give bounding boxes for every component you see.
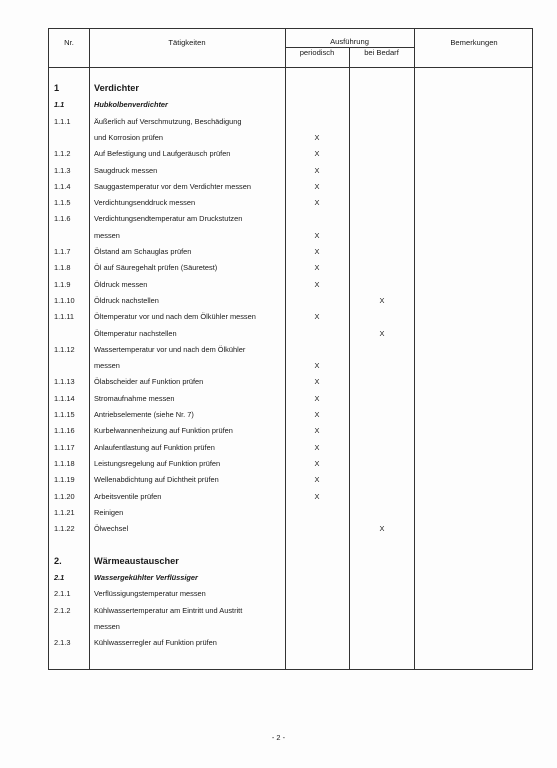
- row-number: 1.1.13: [54, 377, 75, 387]
- table-row: [49, 195, 534, 211]
- row-number: 1.1.6: [54, 214, 71, 224]
- row-number: 1.1: [54, 100, 65, 110]
- row-periodisch-mark: X: [314, 458, 320, 468]
- table-row: [49, 211, 534, 227]
- table-row: [49, 244, 534, 260]
- row-number: 1.1.20: [54, 491, 75, 501]
- row-number: 1.1.17: [54, 442, 75, 452]
- table-row: [49, 407, 534, 423]
- row-periodisch-mark: X: [314, 312, 320, 322]
- row-task: Wärmeaustauscher: [94, 555, 179, 566]
- table-row: [49, 619, 534, 635]
- row-task: Öldruck nachstellen: [94, 295, 159, 305]
- row-task: Saugdruck messen: [94, 165, 158, 175]
- header-nr: Nr.: [64, 38, 74, 47]
- header-taetigkeiten: Tätigkeiten: [168, 38, 206, 47]
- header-divider: [49, 67, 532, 68]
- maintenance-table: [48, 28, 533, 670]
- row-task: Reinigen: [94, 507, 124, 517]
- table-row: [49, 114, 534, 130]
- row-task: Wellenabdichtung auf Dichtheit prüfen: [94, 475, 219, 485]
- table-row: [49, 374, 534, 390]
- row-number: 1.1.19: [54, 475, 75, 485]
- row-bei-bedarf-mark: X: [379, 524, 385, 534]
- row-number: 1.1.3: [54, 165, 71, 175]
- row-number: 1.1.14: [54, 393, 75, 403]
- row-bei-bedarf-mark: X: [379, 328, 385, 338]
- page-number: - 2 -: [271, 733, 286, 742]
- row-periodisch-mark: X: [314, 410, 320, 419]
- row-periodisch-mark: X: [314, 198, 320, 208]
- row-periodisch-mark: X: [314, 247, 320, 256]
- table-row: [49, 472, 534, 488]
- row-periodisch-mark: X: [314, 377, 320, 387]
- row-task: Antriebselemente (siehe Nr. 7): [94, 410, 194, 419]
- row-periodisch-mark: X: [314, 475, 320, 485]
- table-row: [49, 391, 534, 407]
- row-task: Ölstand am Schauglas prüfen: [94, 247, 192, 256]
- table-row: [49, 260, 534, 276]
- table-row: [49, 179, 534, 195]
- row-number: 2.1.3: [54, 638, 71, 648]
- row-task: Öltemperatur nachstellen: [94, 328, 177, 338]
- row-periodisch-mark: X: [314, 393, 320, 403]
- table-row: [49, 146, 534, 162]
- row-number: 2.1.2: [54, 605, 71, 615]
- table-row: [49, 358, 534, 374]
- row-periodisch-mark: X: [314, 491, 320, 501]
- row-task: Verdichtungsenddruck messen: [94, 198, 196, 208]
- row-number: 1.1.16: [54, 426, 75, 436]
- row-task: messen: [94, 230, 120, 240]
- row-periodisch-mark: X: [314, 263, 320, 273]
- table-row: [49, 228, 534, 244]
- row-task: Sauggastemperatur vor dem Verdichter messen: [94, 181, 251, 191]
- row-periodisch-mark: X: [314, 165, 320, 175]
- row-bei-bedarf-mark: X: [379, 295, 385, 305]
- row-number: 1.1.9: [54, 279, 71, 289]
- row-number: 1.1.21: [54, 507, 75, 517]
- row-task: Wassergekühlter Verflüssiger: [94, 573, 198, 582]
- row-periodisch-mark: X: [314, 132, 320, 142]
- row-task: Ölabscheider auf Funktion prüfen: [94, 377, 204, 387]
- table-row: [49, 163, 534, 179]
- row-task: Öl auf Säuregehalt prüfen (Säuretest): [94, 263, 218, 273]
- row-periodisch-mark: X: [314, 426, 320, 436]
- row-number: 1.1.22: [54, 524, 75, 534]
- row-periodisch-mark: X: [314, 442, 320, 452]
- table-row: [49, 342, 534, 358]
- table-row: [49, 603, 534, 619]
- table-row: [49, 521, 534, 537]
- row-number: 2.1: [54, 573, 65, 582]
- table-row: [49, 635, 534, 651]
- row-task: Kühlwasserregler auf Funktion prüfen: [94, 638, 217, 648]
- row-task: messen: [94, 621, 120, 631]
- row-number: 1.1.5: [54, 198, 71, 208]
- row-task: Öldruck messen: [94, 279, 148, 289]
- row-number: 1.1.1: [54, 116, 71, 126]
- row-task: Kurbelwannenheizung auf Funktion prüfen: [94, 426, 233, 436]
- row-periodisch-mark: X: [314, 361, 320, 371]
- row-periodisch-mark: X: [314, 181, 320, 191]
- table-row: [49, 537, 534, 553]
- header-periodisch: periodisch: [299, 48, 335, 57]
- row-number: 1.1.7: [54, 247, 71, 256]
- table-row: [49, 456, 534, 472]
- header-bei-bedarf: bei Bedarf: [364, 48, 399, 57]
- section-row: [49, 554, 534, 570]
- subsection-row: [49, 97, 534, 113]
- table-row: [49, 489, 534, 505]
- row-task: Öltemperatur vor und nach dem Ölkühler messen: [94, 312, 256, 322]
- row-task: Arbeitsventile prüfen: [94, 491, 162, 501]
- row-task: Anlaufentlastung auf Funktion prüfen: [94, 442, 215, 452]
- table-row: [49, 130, 534, 146]
- row-number: 1: [54, 83, 60, 93]
- row-number: 1.1.4: [54, 181, 71, 191]
- row-number: 1.1.8: [54, 263, 71, 273]
- table-row: [49, 505, 534, 521]
- row-number: 1.1.10: [54, 295, 75, 305]
- row-number: 1.1.18: [54, 458, 75, 468]
- row-task: Wassertemperatur vor und nach dem Ölkühler: [94, 344, 246, 354]
- row-task: Verdichtungsendtemperatur am Druckstutzen: [94, 214, 243, 224]
- row-periodisch-mark: X: [314, 279, 320, 289]
- row-task: Verflüssigungstemperatur messen: [94, 589, 206, 599]
- row-number: 2.1.1: [54, 589, 71, 599]
- row-task: Kühlwassertemperatur am Eintritt und Austritt: [94, 605, 243, 615]
- row-periodisch-mark: X: [314, 230, 320, 240]
- table-row: [49, 277, 534, 293]
- row-task: Stromaufnahme messen: [94, 393, 175, 403]
- section-row: [49, 81, 534, 97]
- header-ausfuehrung: Ausführung: [330, 37, 369, 46]
- row-task: und Korrosion prüfen: [94, 132, 164, 142]
- table-row: [49, 586, 534, 602]
- row-number: 1.1.2: [54, 149, 71, 159]
- row-task: Äußerlich auf Verschmutzung, Beschädigung: [94, 116, 242, 126]
- header-bemerkungen: Bemerkungen: [450, 38, 498, 47]
- row-task: Ölwechsel: [94, 524, 129, 534]
- table-row: [49, 326, 534, 342]
- row-task: Auf Befestigung und Laufgeräusch prüfen: [94, 149, 231, 159]
- row-number: 2.: [54, 555, 62, 566]
- table-row: [49, 309, 534, 325]
- row-task: Verdichter: [94, 83, 139, 93]
- row-task: Hubkolbenverdichter: [94, 100, 168, 110]
- row-number: 1.1.11: [54, 312, 74, 322]
- table-row: [49, 293, 534, 309]
- row-number: 1.1.15: [54, 410, 75, 419]
- row-task: messen: [94, 361, 120, 371]
- table-row: [49, 423, 534, 439]
- row-periodisch-mark: X: [314, 149, 320, 159]
- row-task: Leistungsregelung auf Funktion prüfen: [94, 458, 221, 468]
- row-number: 1.1.12: [54, 344, 75, 354]
- subsection-row: [49, 570, 534, 586]
- table-row: [49, 440, 534, 456]
